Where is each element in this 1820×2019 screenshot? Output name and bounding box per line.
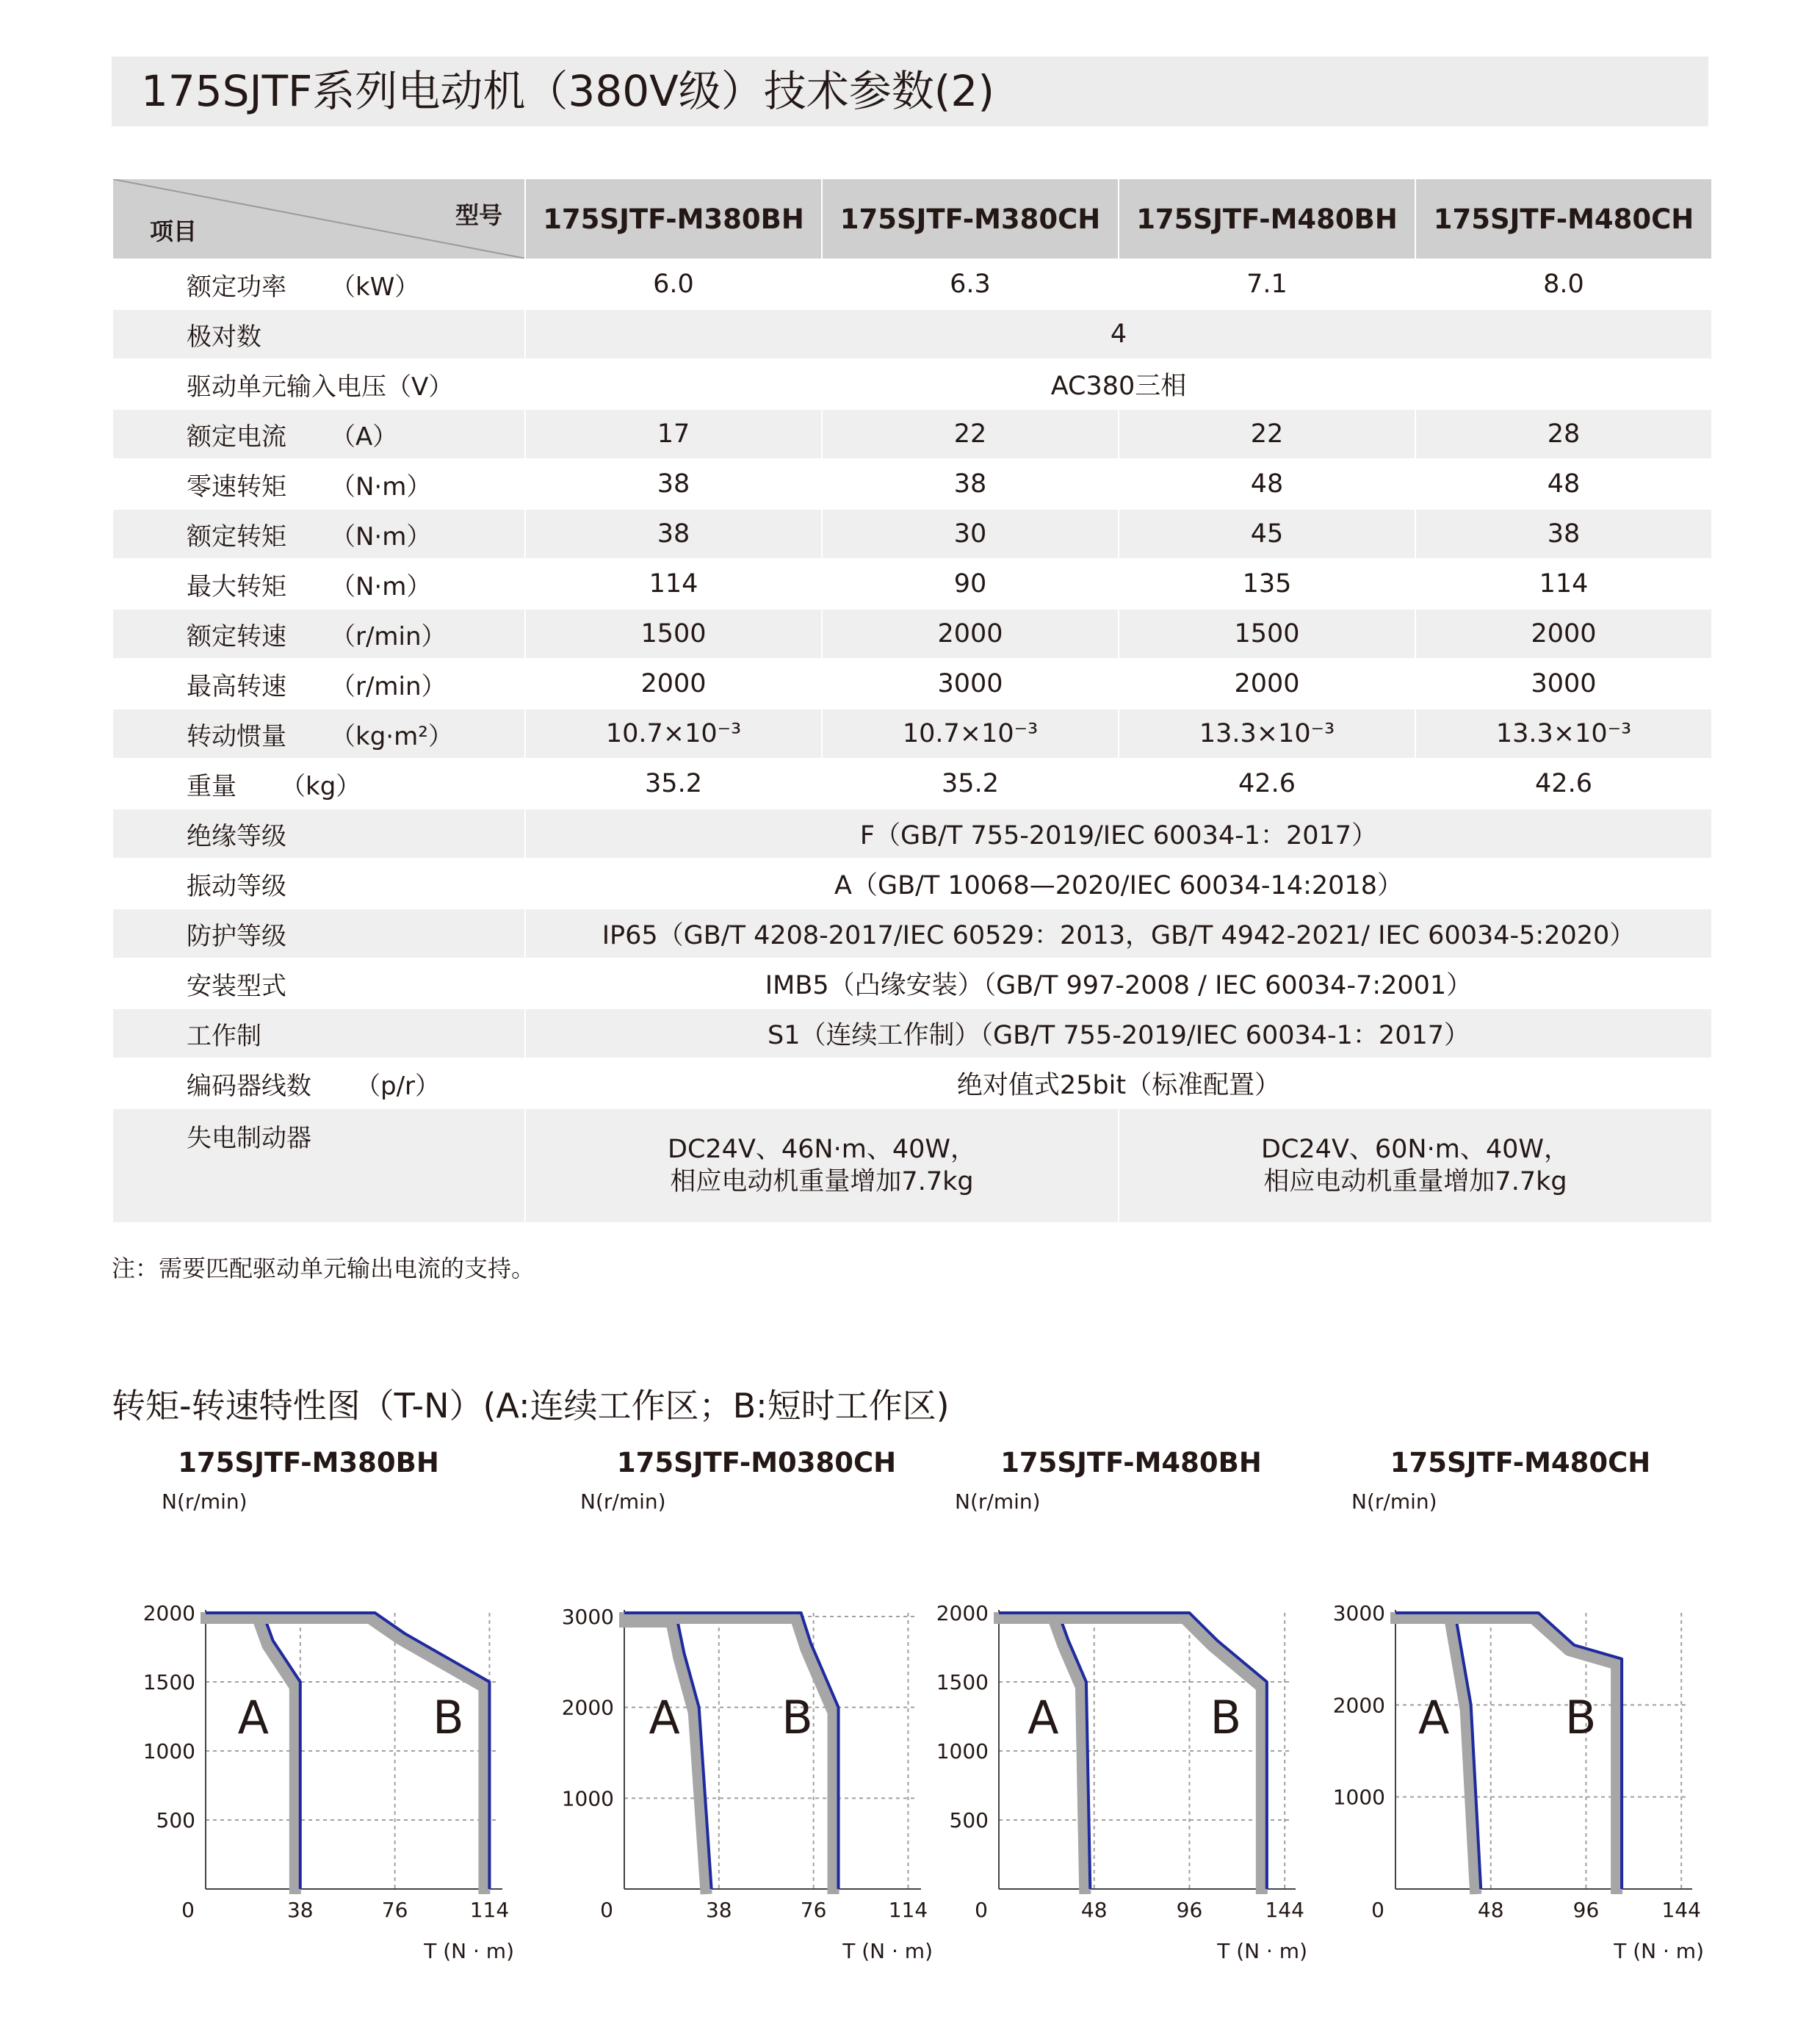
value-cell: 42.6 [1415, 759, 1712, 809]
row-label [112, 1058, 525, 1108]
table-row [112, 958, 1712, 1008]
x-tick-label: 38 [286, 1898, 314, 1922]
table-row [112, 559, 1712, 609]
row-label [112, 859, 525, 909]
x-tick-label: 114 [469, 1898, 510, 1922]
table-row-brake [112, 1108, 1712, 1223]
series-band-B [1390, 1618, 1617, 1894]
value-cell: 30 [822, 509, 1119, 559]
x-tick-label: 76 [381, 1898, 408, 1922]
torque-speed-charts [0, 1440, 1820, 2019]
row-unit: （r/min） [331, 671, 447, 701]
y-tick-label: 3000 [1332, 1601, 1385, 1625]
value-cell: 28 [1415, 409, 1712, 459]
table-row [112, 459, 1712, 509]
y-tick-label: 1000 [1332, 1785, 1385, 1810]
row-label [112, 509, 525, 559]
row-label-text: 转动惯量 [187, 721, 286, 751]
table-row [112, 409, 1712, 459]
value-cell: 45 [1119, 509, 1415, 559]
row-label: 失电制动器 [112, 1108, 525, 1223]
y-axis-label: N(r/min) [162, 1489, 248, 1514]
x-tick-label: 114 [888, 1898, 928, 1922]
row-label [112, 559, 525, 609]
row-label-text: 振动等级 [187, 871, 286, 901]
table-row [112, 1008, 1712, 1058]
brake-spec-line: 相应电动机重量增加7.7kg [1263, 1167, 1567, 1196]
table-row [112, 359, 1712, 409]
value-cell: 1500 [1119, 609, 1415, 659]
row-unit: （A） [331, 422, 398, 452]
table-row [112, 609, 1712, 659]
y-tick-label: 2000 [142, 1601, 195, 1625]
table-row [112, 659, 1712, 709]
row-unit: （r/min） [331, 621, 447, 651]
chart-0 [143, 1447, 514, 1963]
x-tick-label: 96 [1176, 1898, 1203, 1922]
table-row [112, 259, 1712, 309]
footnote: 注：需要匹配驱动单元输出电流的支持。 [112, 1254, 535, 1282]
value-cell: 2000 [1119, 659, 1415, 709]
spec-table [112, 178, 1713, 1224]
merged-value-cell: 4 [525, 309, 1712, 359]
series-band-A [201, 1618, 295, 1894]
table-row [112, 809, 1712, 859]
merged-value-cell: AC380三相 [525, 359, 1712, 409]
value-cell: 6.0 [525, 259, 822, 309]
item-label: 项目 [150, 217, 198, 245]
series-band-A [619, 1622, 707, 1894]
x-axis-label: T (N · m) [424, 1939, 514, 1963]
value-cell: 13.3×10⁻³ [1415, 709, 1712, 759]
value-cell: 3000 [1415, 659, 1712, 709]
x-tick-label: 0 [181, 1898, 195, 1922]
value-cell: 48 [1415, 459, 1712, 509]
table-row [112, 509, 1712, 559]
x-tick-label: 144 [1661, 1898, 1701, 1922]
page-title-bar [112, 57, 1708, 126]
charts-section-title: 转矩-转速特性图（T-N）(A:连续工作区；B:短时工作区) [112, 1386, 950, 1426]
row-label-text: 零速转矩 [187, 472, 286, 502]
chart-title: 175SJTF-M480CH [1390, 1447, 1651, 1478]
value-cell: 114 [525, 559, 822, 609]
y-tick-label: 1000 [936, 1739, 989, 1763]
region-label-b: B [1564, 1691, 1597, 1744]
value-cell: 2000 [1415, 609, 1712, 659]
model-label: 型号 [455, 201, 502, 229]
value-cell: 38 [1415, 509, 1712, 559]
row-label [112, 958, 525, 1008]
value-cell: 114 [1415, 559, 1712, 609]
row-unit: （kg） [281, 771, 361, 801]
chart-3 [1333, 1447, 1704, 1963]
y-tick-label: 1000 [561, 1786, 614, 1811]
value-cell: 10.7×10⁻³ [525, 709, 822, 759]
row-label [112, 809, 525, 859]
y-tick-label: 2000 [936, 1601, 989, 1625]
row-label [112, 459, 525, 509]
merged-value-cell: 绝对值式25bit（标准配置） [525, 1058, 1712, 1108]
row-label-text: 驱动单元输入电压（V） [187, 372, 454, 402]
x-axis-label: T (N · m) [1217, 1939, 1307, 1963]
model-header: 175SJTF-M380CH [822, 178, 1119, 259]
row-unit: （kW） [331, 272, 420, 302]
table-row [112, 309, 1712, 359]
value-cell: 38 [525, 509, 822, 559]
merged-value-cell: A（GB/T 10068—2020/IEC 60034-14:2018） [525, 859, 1712, 909]
value-cell: 48 [1119, 459, 1415, 509]
row-label-text: 安装型式 [187, 971, 286, 1001]
model-header: 175SJTF-M480CH [1415, 178, 1712, 259]
row-unit: （kg·m²） [331, 721, 453, 751]
row-label-text: 绝缘等级 [187, 821, 286, 851]
x-axis-label: T (N · m) [1614, 1939, 1704, 1963]
row-label [112, 609, 525, 659]
row-label-text: 工作制 [187, 1021, 261, 1051]
row-unit: （N·m） [331, 521, 432, 552]
x-axis-label: T (N · m) [842, 1939, 933, 1963]
row-label [112, 309, 525, 359]
table-header-row [112, 178, 1712, 259]
region-label-a: A [237, 1691, 270, 1744]
brake-spec-left [525, 1108, 1119, 1223]
chart-title: 175SJTF-M380BH [178, 1447, 439, 1478]
row-unit: （N·m） [331, 472, 432, 502]
model-header: 175SJTF-M480BH [1119, 178, 1415, 259]
row-label [112, 1008, 525, 1058]
table-row [112, 759, 1712, 809]
y-axis-label: N(r/min) [955, 1489, 1041, 1514]
row-label [112, 709, 525, 759]
row-label-text: 额定转矩 [187, 521, 286, 552]
value-cell: 8.0 [1415, 259, 1712, 309]
value-cell: 1500 [525, 609, 822, 659]
brake-spec-line: 相应电动机重量增加7.7kg [670, 1167, 974, 1196]
x-tick-label: 76 [800, 1898, 827, 1922]
row-label-text: 最大转矩 [187, 571, 286, 602]
row-label-text: 编码器线数 [187, 1071, 311, 1101]
series-band-B [201, 1618, 484, 1894]
series-band-B [619, 1618, 834, 1894]
table-row [112, 909, 1712, 958]
row-label [112, 259, 525, 309]
y-tick-label: 3000 [561, 1604, 614, 1629]
chart-2 [936, 1447, 1307, 1963]
value-cell: 35.2 [525, 759, 822, 809]
x-tick-label: 0 [1371, 1898, 1384, 1922]
series-band-A [994, 1618, 1085, 1894]
y-tick-label: 2000 [1332, 1693, 1385, 1718]
y-tick-label: 500 [156, 1808, 195, 1832]
header-corner-cell [112, 178, 525, 259]
y-tick-label: 1500 [936, 1670, 989, 1694]
y-tick-label: 1000 [142, 1739, 195, 1763]
region-label-a: A [1418, 1691, 1450, 1744]
chart-title: 175SJTF-M0380CH [616, 1447, 897, 1478]
row-label-text: 额定电流 [187, 422, 286, 452]
table-row [112, 1058, 1712, 1108]
region-label-a: A [1028, 1691, 1059, 1744]
chart-1 [562, 1447, 933, 1963]
value-cell: 38 [525, 459, 822, 509]
row-label [112, 659, 525, 709]
x-tick-label: 0 [600, 1898, 613, 1922]
region-label-b: B [781, 1691, 813, 1744]
y-axis-label: N(r/min) [580, 1489, 666, 1514]
row-label-text: 额定转速 [187, 621, 286, 651]
row-label-text: 额定功率 [187, 272, 286, 302]
value-cell: 10.7×10⁻³ [822, 709, 1119, 759]
value-cell: 17 [525, 409, 822, 459]
region-label-b: B [1210, 1691, 1242, 1744]
x-tick-label: 96 [1572, 1898, 1600, 1922]
x-tick-label: 48 [1080, 1898, 1108, 1922]
row-label [112, 359, 525, 409]
merged-value-cell: F（GB/T 755-2019/IEC 60034-1：2017） [525, 809, 1712, 859]
row-label-text: 重量 [187, 771, 236, 801]
merged-value-cell: IMB5（凸缘安装）（GB/T 997-2008 / IEC 60034-7:2001） [525, 958, 1712, 1008]
value-cell: 38 [822, 459, 1119, 509]
model-header: 175SJTF-M380BH [525, 178, 822, 259]
value-cell: 13.3×10⁻³ [1119, 709, 1415, 759]
chart-title: 175SJTF-M480BH [1000, 1447, 1262, 1478]
row-label-text: 极对数 [187, 322, 261, 352]
row-label-text: 防护等级 [187, 921, 286, 951]
y-tick-label: 500 [949, 1808, 989, 1832]
value-cell: 22 [822, 409, 1119, 459]
brake-spec-line: DC24V、60N·m、40W， [1261, 1135, 1570, 1164]
row-label [112, 909, 525, 958]
value-cell: 90 [822, 559, 1119, 609]
value-cell: 2000 [525, 659, 822, 709]
value-cell: 42.6 [1119, 759, 1415, 809]
y-tick-label: 1500 [142, 1670, 195, 1694]
x-tick-label: 48 [1477, 1898, 1504, 1922]
value-cell: 22 [1119, 409, 1415, 459]
brake-spec-right [1119, 1108, 1712, 1223]
region-label-b: B [433, 1691, 464, 1744]
x-tick-label: 144 [1265, 1898, 1304, 1922]
value-cell: 35.2 [822, 759, 1119, 809]
series-band-B [994, 1618, 1262, 1894]
row-unit: （N·m） [331, 571, 432, 602]
y-axis-label: N(r/min) [1351, 1489, 1437, 1514]
x-tick-label: 0 [975, 1898, 988, 1922]
page-title: 175SJTF系列电动机（380V级）技术参数(2) [141, 66, 994, 116]
value-cell: 6.3 [822, 259, 1119, 309]
value-cell: 135 [1119, 559, 1415, 609]
value-cell: 2000 [822, 609, 1119, 659]
row-unit: （p/r） [355, 1071, 441, 1101]
brake-spec-line: DC24V、46N·m、40W， [668, 1135, 976, 1164]
row-label-text: 最高转速 [187, 671, 286, 701]
value-cell: 3000 [822, 659, 1119, 709]
row-label [112, 759, 525, 809]
y-tick-label: 2000 [561, 1695, 614, 1720]
table-row [112, 859, 1712, 909]
region-label-a: A [649, 1691, 680, 1744]
x-tick-label: 38 [705, 1898, 732, 1922]
row-label [112, 409, 525, 459]
table-row [112, 709, 1712, 759]
merged-value-cell: IP65（GB/T 4208-2017/IEC 60529：2013，GB/T 4942-2021/ IEC 60034-5:2020） [525, 909, 1712, 958]
value-cell: 7.1 [1119, 259, 1415, 309]
merged-value-cell: S1（连续工作制）（GB/T 755-2019/IEC 60034-1：2017） [525, 1008, 1712, 1058]
